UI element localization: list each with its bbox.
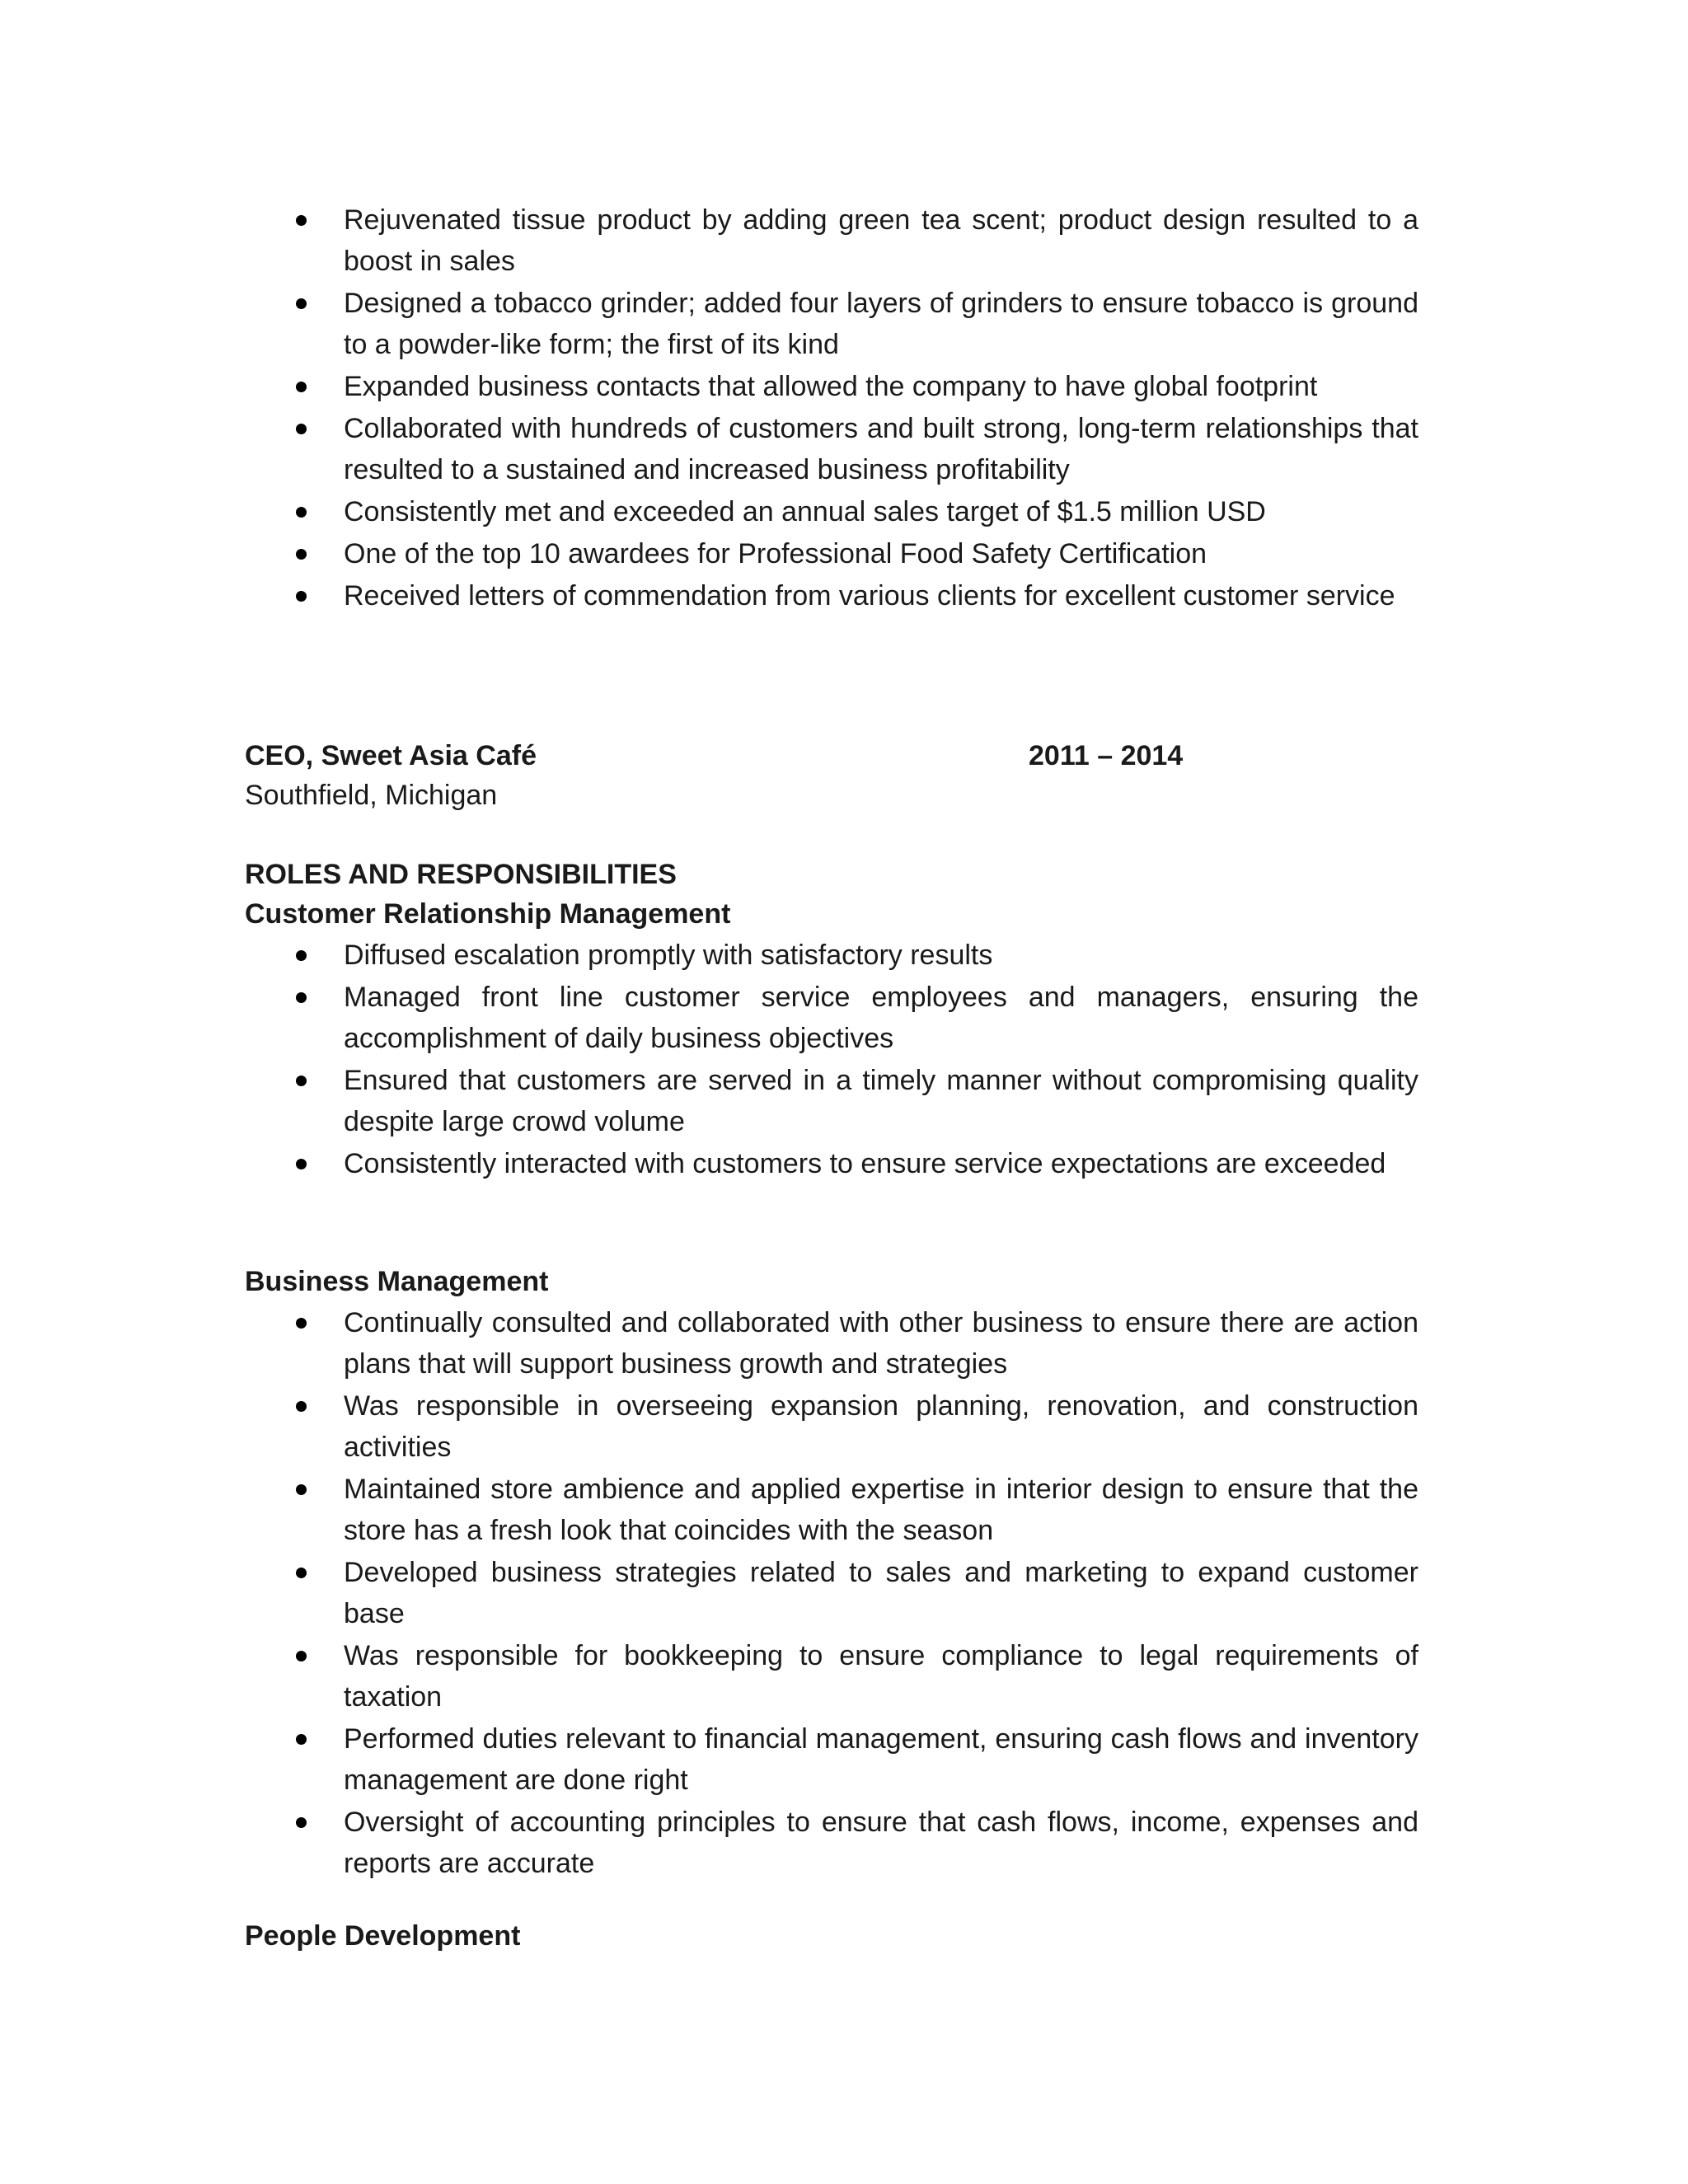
customer-bullet-block	[245, 935, 1418, 1185]
bullet-dot-icon	[296, 992, 307, 1003]
bullet-dot-icon	[296, 1076, 307, 1086]
bullet-item: Received letters of commendation from various clients for excellent customer service	[245, 575, 1418, 616]
bullet-dot-icon	[296, 215, 307, 226]
bullet-item: Was responsible in overseeing expansion planning, renovation, and construction activities	[245, 1385, 1418, 1468]
business-bullet-block	[245, 1302, 1418, 1885]
bullet-dot-icon	[296, 298, 307, 309]
bullet-item: Expanded business contacts that allowed the company to have global footprint	[245, 366, 1418, 407]
bullet-dot-icon	[296, 1568, 307, 1578]
bullet-item: Managed front line customer service employees and managers, ensuring the accomplishment of daily business objectives	[245, 977, 1418, 1059]
roles-heading: ROLES AND RESPONSIBILITIES	[245, 859, 677, 890]
bullet-item: Developed business strategies related to sales and marketing to expand customer base	[245, 1552, 1418, 1634]
intro-bullet-block	[245, 199, 1418, 617]
bullet-dot-icon	[296, 1651, 307, 1661]
job-dates: 2011 – 2014	[1029, 740, 1184, 771]
bullet-item: Oversight of accounting principles to ensure that cash flows, income, expenses and reports are accurate	[245, 1802, 1418, 1884]
bullet-dot-icon	[296, 1484, 307, 1495]
job-location: Southfield, Michigan	[245, 780, 498, 811]
bullet-dot-icon	[296, 507, 307, 518]
bullet-item: Performed duties relevant to financial management, ensuring cash flows and inventory management are done right	[245, 1718, 1418, 1801]
job-title: CEO, Sweet Asia Café	[245, 740, 537, 771]
bullet-dot-icon	[296, 424, 307, 434]
bullet-dot-icon	[296, 1159, 307, 1169]
bullet-item: Consistently met and exceeded an annual sales target of $1.5 million USD	[245, 491, 1418, 532]
bullet-item: Collaborated with hundreds of customers and built strong, long-term relationships that resulted to a sustained and increased business profitability	[245, 408, 1418, 490]
bullet-dot-icon	[296, 950, 307, 961]
bullet-item: Diffused escalation promptly with satisfactory results	[245, 935, 1418, 976]
bullet-dot-icon	[296, 1401, 307, 1412]
bullet-dot-icon	[296, 549, 307, 560]
bullet-item: Was responsible for bookkeeping to ensure compliance to legal requirements of taxation	[245, 1635, 1418, 1718]
bullet-item: Designed a tobacco grinder; added four layers of grinders to ensure tobacco is ground to a powder-like form; the first of its kind	[245, 283, 1418, 365]
bullet-dot-icon	[296, 1734, 307, 1745]
bullet-item: Maintained store ambience and applied expertise in interior design to ensure that the store has a fresh look that coincides with the season	[245, 1469, 1418, 1551]
business-bullet-list	[245, 1302, 1418, 1884]
bullet-dot-icon	[296, 382, 307, 392]
bullet-dot-icon	[296, 1817, 307, 1828]
people-section-heading: People Development	[245, 1920, 521, 1952]
customer-bullet-list	[245, 935, 1418, 1184]
bullet-dot-icon	[296, 591, 307, 602]
bullet-item: Continually consulted and collaborated with other business to ensure there are action plans that will support business growth and strategies	[245, 1302, 1418, 1385]
bullet-item: Consistently interacted with customers to ensure service expectations are exceeded	[245, 1143, 1418, 1184]
business-section-heading: Business Management	[245, 1266, 549, 1297]
bullet-item: Rejuvenated tissue product by adding green tea scent; product design resulted to a boost in sales	[245, 199, 1418, 282]
bullet-dot-icon	[296, 1318, 307, 1329]
customer-section-heading: Customer Relationship Management	[245, 898, 731, 930]
bullet-item: Ensured that customers are served in a timely manner without compromising quality despite large crowd volume	[245, 1060, 1418, 1142]
bullet-item: One of the top 10 awardees for Professional Food Safety Certification	[245, 533, 1418, 574]
intro-bullet-list	[245, 199, 1418, 616]
